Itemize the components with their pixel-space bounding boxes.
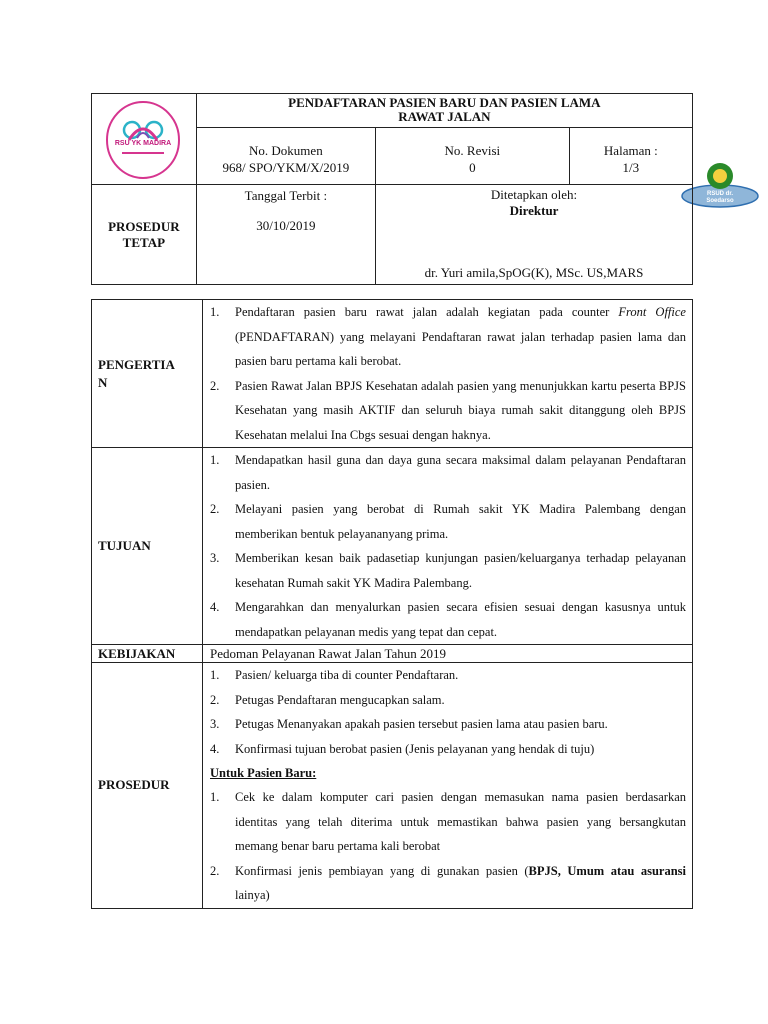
rsud-logo-text: RSUD dr. Soedarso (706, 191, 734, 204)
procedure-content-table (91, 299, 693, 909)
list-number: 2. (210, 502, 220, 516)
kebijakan-content: Pedoman Pelayanan Rawat Jalan Tahun 2019 (203, 645, 693, 663)
list-item (210, 785, 686, 859)
list-number: 4. (210, 741, 220, 756)
title-line-2: RAWAT JALAN (398, 109, 491, 124)
list-text: Pendaftaran pasien baru rawat jalan adalah kegiatan pada counter (235, 305, 619, 319)
list-text: Cek ke dalam komputer cari pasien dengan memasukan nama pasien berdasarkan identitas yang telah diterima untuk memastikan bahwa pasien yang bersangkutan memang benar baru pertama kali berobat (235, 790, 686, 853)
list-text: Konfirmasi jenis pembiayan yang di gunakan pasien ( (235, 863, 529, 878)
pengertian-label (92, 300, 203, 448)
list-text-bold: BPJS, Umum atau asuransi (528, 863, 686, 878)
prosedur-row (92, 663, 693, 909)
procedure-type-line-1: PROSEDUR (108, 218, 180, 234)
list-item (210, 737, 686, 762)
list-number: 2. (210, 863, 220, 878)
new-patient-subheading: Untuk Pasien Baru: (210, 766, 317, 780)
list-text-emphasis: Front Office (618, 305, 686, 319)
list-text: Petugas Menanyakan apakah pasien tersebut pasien lama atau pasien baru. (235, 717, 608, 731)
procedure-type-cell (92, 185, 197, 285)
list-item (210, 448, 686, 497)
revision-value: 0 (469, 160, 476, 175)
list-text: Mendapatkan hasil guna dan daya guna secara maksimal dalam pelayanan Pendaftaran pasien. (235, 453, 686, 492)
document-title (196, 94, 692, 128)
page-label: Halaman : (603, 143, 658, 158)
page-value: 1/3 (622, 160, 640, 175)
list-number: 4. (210, 600, 220, 614)
revision-cell (376, 128, 570, 185)
list-number: 2. (210, 692, 220, 707)
list-text: Petugas Pendaftaran mengucapkan salam. (235, 692, 445, 707)
list-number: 1. (210, 790, 220, 804)
list-text: lainya) (235, 888, 270, 902)
kebijakan-label: KEBIJAKAN (92, 645, 203, 663)
pengertian-content (203, 300, 693, 448)
approver-name: dr. Yuri amila,SpOG(K), MSc. US,MARS (424, 265, 644, 280)
issue-date-label: Tanggal Terbit : (244, 188, 328, 203)
list-number: 1. (210, 453, 220, 467)
document-number-label: No. Dokumen (249, 143, 323, 158)
issue-date-value: 30/10/2019 (256, 218, 316, 233)
list-item (210, 300, 686, 374)
tujuan-row (92, 448, 693, 645)
revision-label: No. Revisi (444, 143, 501, 158)
list-number: 1. (210, 305, 220, 319)
prosedur-content (203, 663, 693, 909)
list-text: Pasien/ keluarga tiba di counter Pendaftaran. (235, 668, 459, 682)
tujuan-content (203, 448, 693, 645)
list-text: (PENDAFTARAN) yang melayani Pendaftaran rawat jalan terhadap pasien lama dan pasien baru pertama kali berobat. (235, 329, 686, 368)
list-number: 3. (210, 551, 220, 565)
logo-cell (92, 94, 197, 185)
approval-cell (376, 185, 693, 285)
list-text: Pasien Rawat Jalan BPJS Kesehatan adalah pasien yang menunjukkan kartu peserta BPJS Kesehatan yang masih AKTIF dan seluruh biaya rumah sakit ditanggung oleh BPJS Kesehatan melalui Ina Cbgs sesuai dengan haknya. (235, 378, 686, 442)
document-number-cell (196, 128, 375, 185)
list-number: 1. (210, 668, 220, 682)
list-item (210, 859, 686, 908)
pengertian-label-line-2: N (98, 374, 108, 390)
list-text: Mengarahkan dan menyalurkan pasien secara efisien sesuai dengan kasusnya untuk mendapatkan pelayanan medis yang tepat dan cepat. (235, 600, 686, 639)
logo-text: RSU YK MADIRA (114, 140, 172, 147)
list-text: Memberikan kesan baik padasetiap kunjungan pasien/keluarganya terhadap pelayanan kesehatan Rumah sakit YK Madira Palembang. (235, 551, 686, 590)
approval-role: Direktur (509, 203, 559, 218)
list-text: Konfirmasi tujuan berobat pasien (Jenis pelayanan yang hendak di tuju) (235, 741, 595, 756)
list-number: 2. (210, 378, 220, 393)
tujuan-label: TUJUAN (92, 448, 203, 645)
list-number: 3. (210, 717, 220, 731)
list-item (210, 374, 686, 448)
kebijakan-row (92, 645, 693, 663)
list-item (210, 595, 686, 644)
document-header-table (91, 93, 693, 285)
list-item (210, 546, 686, 595)
pengertian-row (92, 300, 693, 448)
procedure-type-line-2: TETAP (122, 234, 166, 250)
approval-label: Ditetapkan oleh: (490, 187, 578, 202)
list-item (210, 663, 686, 688)
prosedur-label: PROSEDUR (92, 663, 203, 909)
list-text: Melayani pasien yang berobat di Rumah sakit YK Madira Palembang dengan memberikan bentuk pelayananyang prima. (235, 502, 686, 541)
list-item (210, 497, 686, 546)
pengertian-label-line-1: PENGERTIA (98, 356, 175, 372)
issue-date-cell (196, 185, 375, 285)
page-cell (569, 128, 692, 185)
document-number-value: 968/ SPO/YKM/X/2019 (222, 160, 350, 175)
title-line-1: PENDAFTARAN PASIEN BARU DAN PASIEN LAMA (288, 95, 601, 110)
list-item (210, 688, 686, 713)
list-item (210, 712, 686, 737)
